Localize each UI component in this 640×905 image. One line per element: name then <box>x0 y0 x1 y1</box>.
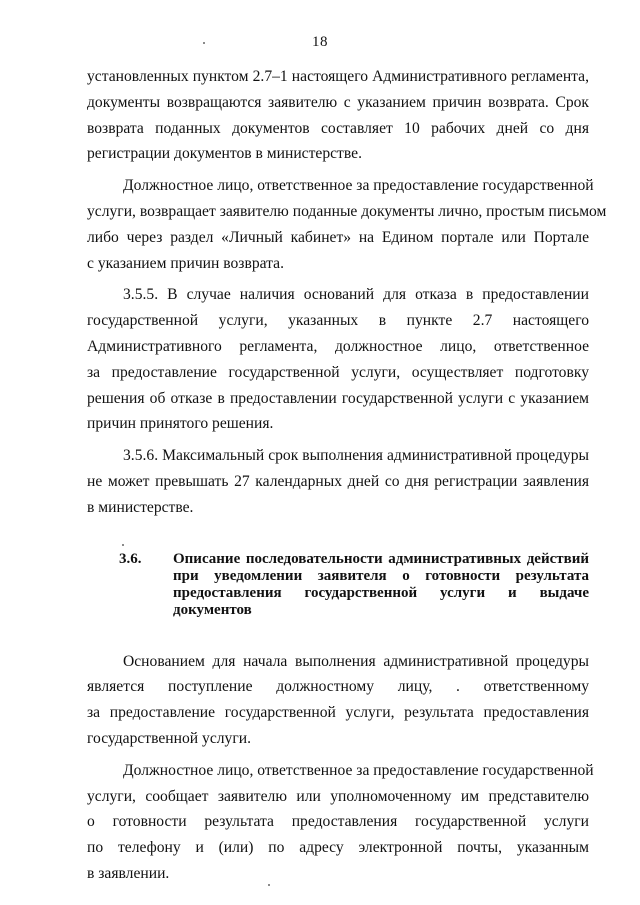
text-line: государственной услуги. <box>87 729 251 747</box>
page-body <box>87 64 607 887</box>
text-line: решения об отказе в предоставлении государственной услуги с указанием <box>87 389 589 407</box>
section-heading-3-6 <box>119 551 589 619</box>
section-title-line: при уведомлении заявителя о готовности результата <box>173 567 589 584</box>
text-line: не может превышать 27 календарных дней со дня регистрации заявления <box>87 472 589 490</box>
text-line: является поступление должностному лицу, . ответственному <box>87 678 589 696</box>
text-line: государственной услуги, указанных в пункте 2.7 настоящего <box>87 312 589 330</box>
text-line: за предоставление государственной услуги, результата предоставления <box>87 704 589 722</box>
text-line: установленных пунктом 2.7–1 настоящего Административного регламента, <box>87 68 589 85</box>
text-line: Административного регламента, должностное лицо, ответственное <box>87 337 589 355</box>
page-number: 18 <box>312 34 328 50</box>
scan-speck <box>203 42 205 44</box>
paragraph-continuation <box>87 64 589 167</box>
text-line: Должностное лицо, ответственное за предоставление государственной <box>123 177 594 195</box>
text-line: Основанием для начала выполнения административной процедуры <box>123 652 589 670</box>
text-line: регистрации документов в министерстве. <box>87 145 362 163</box>
paragraph-return-documents <box>87 173 607 276</box>
paragraph-notify-applicant <box>87 758 594 887</box>
paragraph-3-5-5 <box>87 282 589 437</box>
section-number: 3.6. <box>119 550 142 567</box>
text-line: за предоставление государственной услуги, осуществляет подготовку <box>87 363 589 381</box>
text-line: услуги, сообщает заявителю или уполномоченному им представителю <box>87 787 589 805</box>
text-line: причин принятого решения. <box>87 415 274 433</box>
text-line: либо через раздел «Личный кабинет» на Едином портале или Портале <box>87 228 589 246</box>
section-title-line: Описание последовательности административных действий <box>173 550 589 567</box>
text-line: о готовности результата предоставления государственной услуги <box>87 813 589 831</box>
section-title-line: документов <box>173 601 252 618</box>
text-line: 3.5.5. В случае наличия оснований для отказа в предоставлении <box>123 286 589 304</box>
text-line: с указанием причин возврата. <box>87 254 284 272</box>
scan-speck <box>268 884 270 886</box>
scan-speck <box>122 544 124 546</box>
text-line: возврата поданных документов составляет 10 рабочих дней со дня <box>87 119 589 137</box>
paragraph-procedure-basis <box>87 649 589 752</box>
section-title-line: предоставления государственной услуги и выдаче <box>173 584 589 601</box>
text-line: 3.5.6. Максимальный срок выполнения административной процедуры <box>123 447 589 465</box>
text-line: по телефону и (или) по адресу электронной почты, указанным <box>87 839 589 857</box>
text-line: услуги, возвращает заявителю поданные документы лично, простым письмом <box>87 202 607 220</box>
text-line: в заявлении. <box>87 864 170 882</box>
paragraph-3-5-6 <box>87 443 589 520</box>
text-line: Должностное лицо, ответственное за предоставление государственной <box>123 761 594 779</box>
text-line: документы возвращаются заявителю с указанием причин возврата. Срок <box>87 93 589 111</box>
text-line: в министерстве. <box>87 498 194 516</box>
